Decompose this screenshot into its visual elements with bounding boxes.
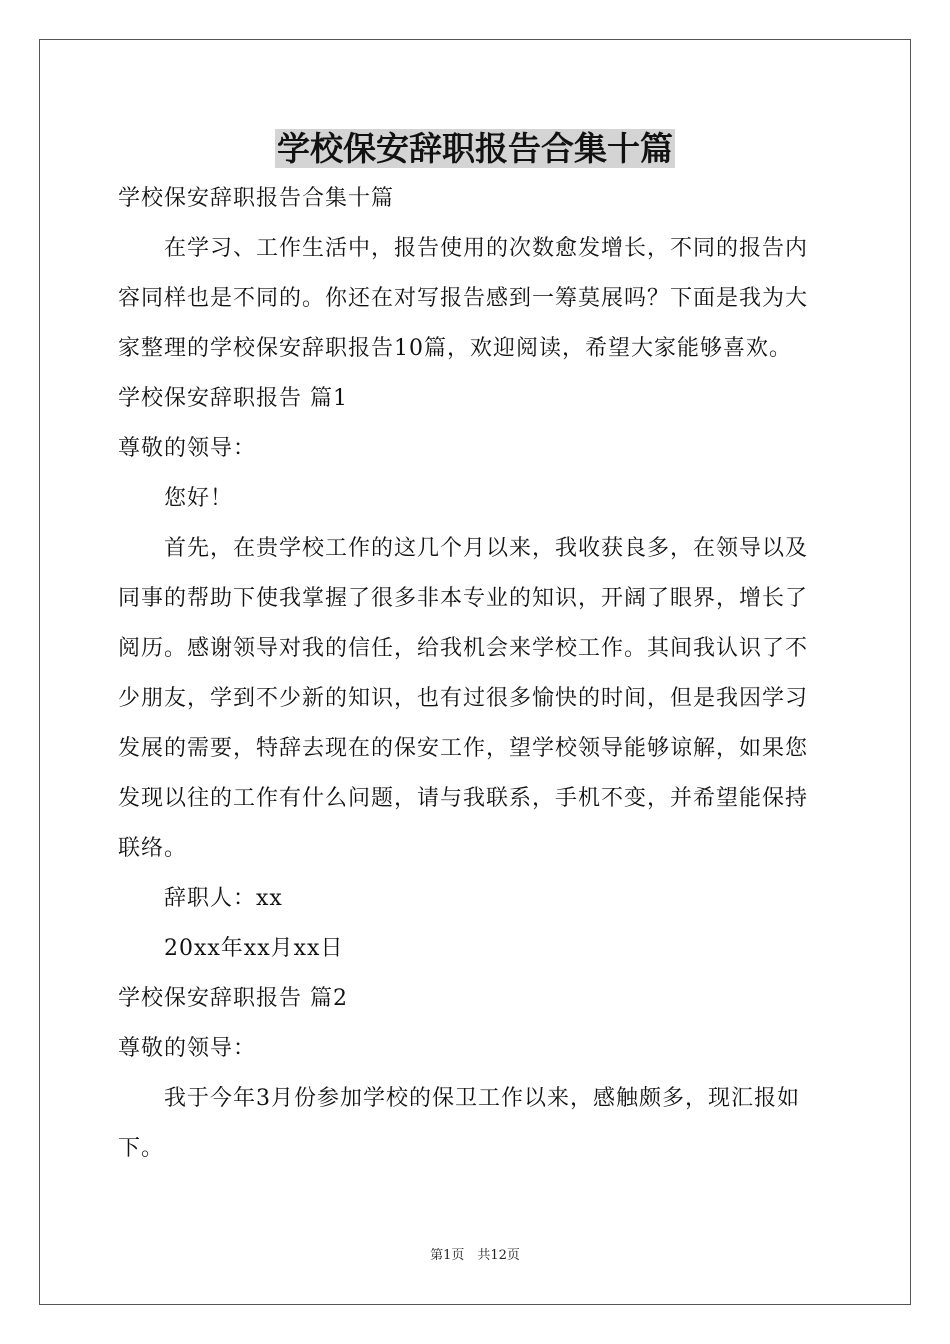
salutation: 尊敬的领导： xyxy=(118,1036,257,1061)
greeting: 您好！ xyxy=(164,486,234,511)
paragraph-line: 发展的需要，特辞去现在的保安工作，望学校领导能够谅解，如果您 xyxy=(118,736,809,761)
paragraph-line: 家整理的学校保安辞职报告10篇，欢迎阅读，希望大家能够喜欢。 xyxy=(118,336,792,361)
signature-date: 20xx年xx月xx日 xyxy=(164,936,344,961)
paragraph-line: 容同样也是不同的。你还在对写报告感到一筹莫展吗？下面是我为大 xyxy=(118,286,809,311)
paragraph-line: 在学习、工作生活中，报告使用的次数愈发增长，不同的报告内 xyxy=(164,236,809,261)
paragraph-line: 发现以往的工作有什么问题，请与我联系，手机不变，并希望能保持 xyxy=(118,786,809,811)
section-heading: 学校保安辞职报告 篇1 xyxy=(118,386,348,411)
paragraph-line: 阅历。感谢领导对我的信任，给我机会来学校工作。其间我认识了不 xyxy=(118,636,809,661)
salutation: 尊敬的领导： xyxy=(118,436,257,461)
paragraph-line: 首先，在贵学校工作的这几个月以来，我收获良多，在领导以及 xyxy=(164,536,809,561)
section-heading: 学校保安辞职报告 篇2 xyxy=(118,986,348,1011)
paragraph-line: 联络。 xyxy=(118,836,188,861)
doc-subtitle-line: 学校保安辞职报告合集十篇 xyxy=(118,186,395,211)
paragraph-line: 我于今年3月份参加学校的保卫工作以来，感触颇多，现汇报如 xyxy=(164,1086,800,1111)
page-border xyxy=(39,39,911,1305)
page-footer: 第1页 共12页 xyxy=(430,1248,520,1263)
signature-name: 辞职人：xx xyxy=(164,886,283,911)
paragraph-line: 少朋友，学到不少新的知识，也有过很多愉快的时间，但是我因学习 xyxy=(118,686,809,711)
document-title-text: 学校保安辞职报告合集十篇 xyxy=(277,129,673,168)
paragraph-line: 下。 xyxy=(118,1136,165,1161)
paragraph-line: 同事的帮助下使我掌握了很多非本专业的知识，开阔了眼界，增长了 xyxy=(118,586,809,611)
document-title xyxy=(0,122,950,176)
